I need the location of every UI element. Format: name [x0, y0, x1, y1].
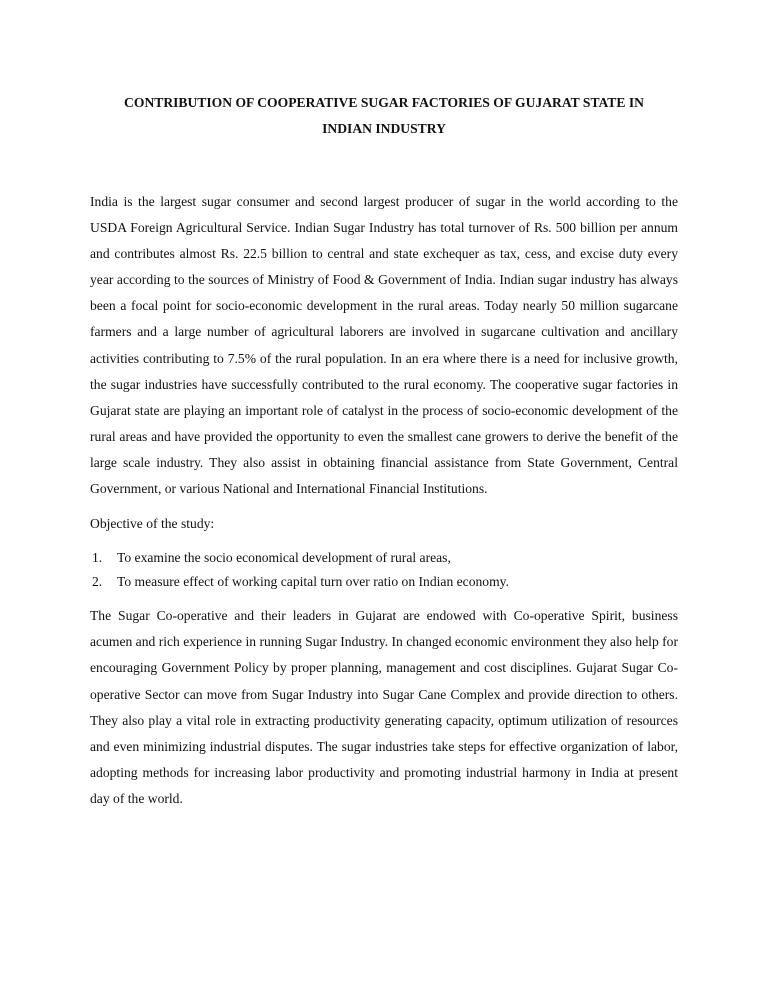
list-item — [90, 570, 678, 594]
objective-list — [90, 546, 678, 594]
list-item-text: To examine the socio economical development of rural areas, — [117, 550, 451, 566]
list-item-text: To measure effect of working capital turn over ratio on Indian economy. — [117, 574, 509, 590]
title-line-2: INDIAN INDUSTRY — [322, 121, 446, 136]
document-title — [90, 90, 678, 142]
list-item-number: 2. — [92, 574, 103, 590]
list-item-number: 1. — [92, 550, 103, 566]
objective-heading: Objective of the study: — [90, 516, 215, 532]
document-page — [90, 90, 678, 812]
list-item — [90, 546, 678, 570]
title-line-1: CONTRIBUTION OF COOPERATIVE SUGAR FACTORIES OF GUJARAT STATE IN — [124, 95, 644, 110]
intro-paragraph: India is the largest sugar consumer and second largest producer of sugar in the world according to the USDA Foreign Agricultural Service. Indian Sugar Industry has total turnover of Rs. 500 billion per annum and contributes almost Rs. 22.5 billion to central and state exchequer as tax, cess, and excise duty every year according to the sources of Ministry of Food & Government of India. Indian sugar industry has always been a focal point for socio-economic development in the rural areas. Today nearly 50 million sugarcane farmers and a large number of agricultural laborers are involved in sugarcane cultivation and ancillary activities contributing to 7.5% of the rural population. In an era where there is a need for inclusive growth, the sugar industries have successfully contributed to the rural economy. The cooperative sugar factories in Gujarat state are playing an important role of catalyst in the process of socio-economic development of the rural areas and have provided the opportunity to even the smallest cane growers to derive the benefit of the large scale industry. They also assist in obtaining financial assistance from State Government, Central Government, or various National and International Financial Institutions. — [90, 194, 678, 497]
cooperative-paragraph: The Sugar Co-operative and their leaders in Gujarat are endowed with Co-operative Spirit, business acumen and rich experience in running Sugar Industry. In changed economic environment they also help for encouraging Government Policy by proper planning, management and cost disciplines. Gujarat Sugar Co-operative Sector can move from Sugar Industry into Sugar Cane Complex and provide direction to others. They also play a vital role in extracting productivity generating capacity, optimum utilization of resources and even minimizing industrial disputes. The sugar industries take steps for effective organization of labor, adopting methods for increasing labor productivity and promoting industrial harmony in India at present day of the world. — [90, 608, 678, 806]
